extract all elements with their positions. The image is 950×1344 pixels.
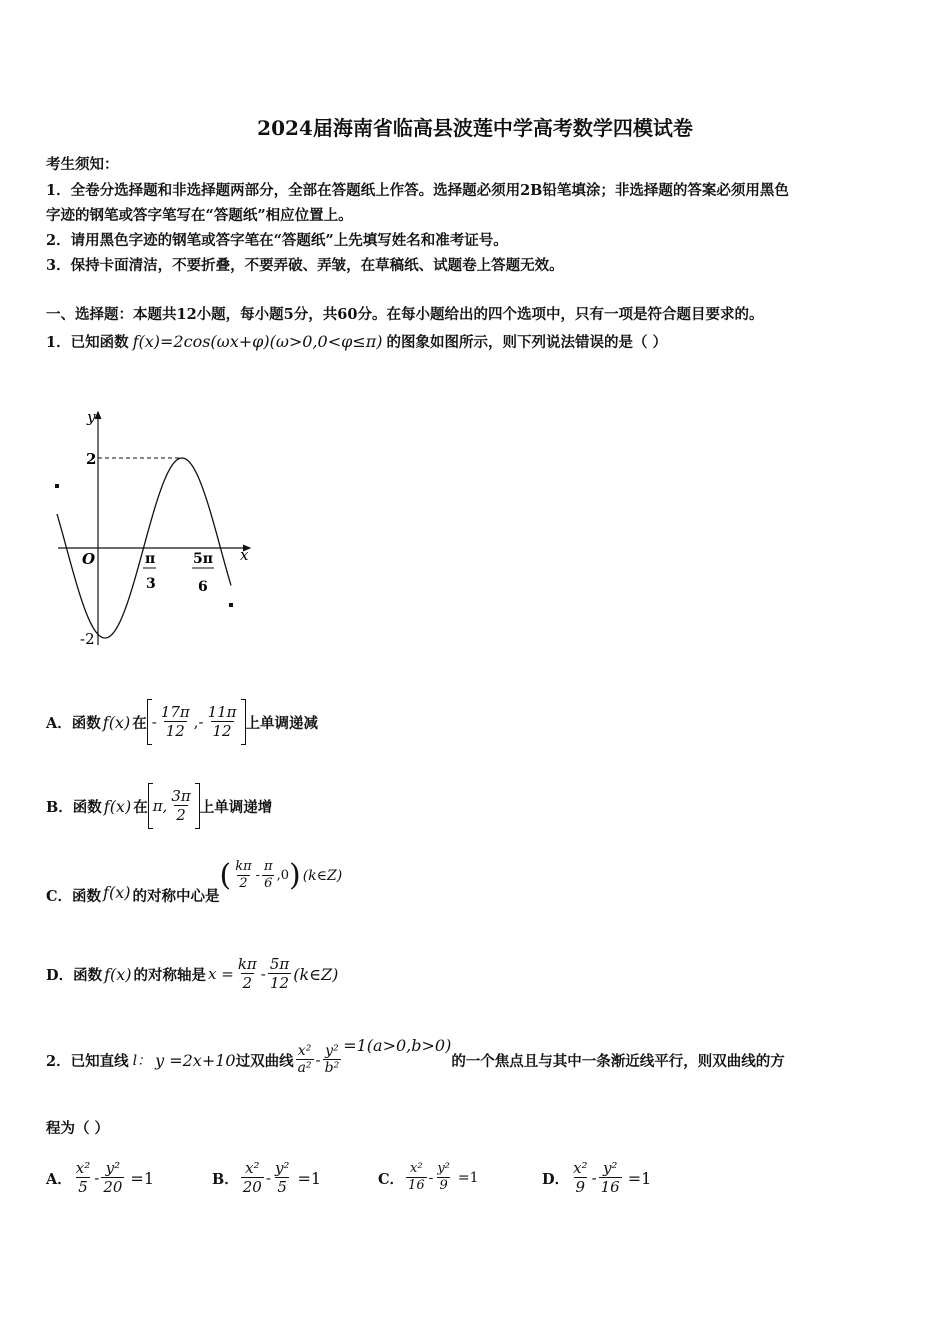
option-d-pre: 函数 [73,966,103,984]
option-a-post: 上单调递减 [245,714,319,732]
q2-hx: x² [297,1043,312,1060]
y-max-label: 2 [86,450,97,468]
option-d-fx: f(x) [104,964,132,984]
left-endpoint [55,484,59,488]
q2-c-d1: 16 [408,1178,425,1194]
q2-option-d[interactable]: D． $\frac{\text{x²}}{9}$ - $\frac{\text{y²}}{16}$ =1 [542,1158,652,1197]
q2-c-eq: =1 [457,1170,479,1186]
option-a-n1: 17π [160,702,190,721]
option-a-d2: 12 [212,722,232,741]
option-a-n2: 11π [207,702,237,721]
option-a-pre: 函数 [71,714,101,732]
option-c-d1: 2 [239,875,248,891]
q2-c-n1: x² [410,1161,423,1177]
option-b-fx: f(x) [103,796,132,816]
option-d-mid: 的对称轴是 [133,966,207,984]
option-d-cond: (k∈Z) [293,964,339,984]
q2-b-eq: =1 [297,1168,322,1188]
q1-option-d[interactable]: D． 函数 f(x) 的对称轴是 x = $\frac{k\pi}{2}$ - $\frac{5\pi}{12}$ (k∈Z) [46,954,339,993]
question-2-stem: 2．已知直线 l： y =2x+10 过双曲线 $\frac{\text{x²}}{\text{a²}}$ - $\frac{\text{y²}}{\text{b²}}$ =1(a>0,b>0) 的一个焦点且与其中一条渐近线平行，则双曲线的方 [46,1036,785,1077]
q2-hy: y² [325,1043,339,1060]
option-d-n1: kπ [237,954,257,973]
q2-prefix: 2．已知直线 [46,1052,129,1070]
q2-d-d1: 9 [575,1178,586,1197]
cosine-graph [40,400,270,660]
option-b-label: B． [46,798,73,816]
q2-a-n2: y² [105,1158,121,1177]
q1-option-a[interactable]: A． 函数 f(x) 在 - $\frac{17\pi}{12}$ ,- $\frac{11\pi}{12}$ 上单调递减 [46,694,318,750]
q2-option-d-label: D． [542,1170,570,1188]
option-b-pre: 函数 [72,798,102,816]
option-d-n2: 5π [269,954,290,973]
q2-b-d1: 20 [242,1178,262,1197]
option-c-pre: 函数 [72,887,102,905]
option-a-fx: f(x) [102,712,131,732]
q1-prefix: 1．已知函数 [46,333,129,351]
tick2-num: 5π [193,551,213,567]
q2-a-d1: 5 [78,1178,88,1197]
q2-options [46,1150,926,1206]
q1-suffix: 的图象如图所示，则下列说法错误的是（ ） [386,333,668,351]
option-b-post: 上单调递增 [199,798,273,816]
y-axis-label: y [87,408,96,426]
q1-formula: f(x)=2cos(ωx+φ)(ω>0,0<φ≤π) [132,331,383,351]
question-1-stem [46,326,667,356]
q2-a-n1: x² [75,1158,91,1177]
option-b-mid: 在 [133,798,148,816]
q2-option-a-label: A． [46,1170,72,1188]
q2-d-n1: x² [573,1158,588,1177]
q2-d-n2: y² [602,1158,618,1177]
notice-item-2: 2．请用黑色字迹的钢笔或答字笔在“答题纸”上先填写姓名和准考证号。 [46,232,508,249]
q2-hb: b² [324,1060,340,1077]
q2-mid: 过双曲线 [235,1052,294,1070]
option-c-label: C． [46,887,73,905]
q2-c-d2: 9 [439,1178,448,1194]
q2-a-eq: =1 [130,1168,155,1188]
option-c-d2: 6 [264,875,273,891]
q1-option-b[interactable] [46,778,272,834]
q2-cond: =1(a>0,b>0) [343,1036,452,1055]
q2-line-name: l： [132,1053,152,1069]
notice-item-3: 3．保持卡面清洁，不要折叠，不要弄破、弄皱，在草稿纸、试题卷上答题无效。 [46,257,564,274]
option-a-d1: 12 [165,722,185,741]
q2-d-d2: 16 [600,1178,620,1197]
q2-option-b-label: B． [212,1170,239,1188]
option-a-mid: 在 [132,714,147,732]
y-min-label: -2 [80,630,95,648]
tick2-den: 6 [198,579,208,595]
option-b-d: 2 [176,806,186,825]
option-d-x: x = [208,965,234,983]
option-a-label: A． [46,714,72,732]
option-d-label: D． [46,966,74,984]
option-c-mid: 的对称中心是 [132,887,220,905]
q2-option-a[interactable]: A． $\frac{\text{x²}}{5}$ - $\frac{\text{y²}}{20}$ =1 [46,1158,155,1197]
option-c-n2: π [264,858,273,874]
tick1-den: 3 [146,576,156,592]
x-axis-label: x [240,546,249,564]
notice-item-1: 1．全卷分选择题和非选择题两部分，全部在答题纸上作答。选择题必须用2B铅笔填涂；非选择题的答案必须用黑色 [46,182,789,199]
q2-c-n2: y² [437,1161,450,1177]
q2-ha: a² [297,1060,312,1077]
q2-b-n2: y² [274,1158,290,1177]
tick1-num: π [145,551,156,567]
section-heading: 一、选择题：本题共12小题，每小题5分，共60分。在每小题给出的四个选项中，只有一项是符合题目要求的。 [46,306,764,323]
q2-option-c[interactable]: C． $\frac{\text{x²}}{16}$ - $\frac{\text{y²}}{9}$ =1 [378,1161,479,1194]
option-d-d1: 2 [242,974,253,993]
q2-b-d2: 5 [277,1178,287,1197]
page-title: 2024届海南省临高县波莲中学高考数学四模试卷 [257,116,693,140]
option-c-center: ( $\frac{k\pi}{2}$ - $\frac{\pi}{6}$ ,0 ) (k∈Z) [219,858,343,893]
q2-line-eq: y =2x+10 [155,1050,236,1070]
q2-option-c-label: C． [378,1170,405,1188]
q2-option-b[interactable]: B． $\frac{\text{x²}}{20}$ - $\frac{\text{y²}}{5}$ =1 [212,1158,322,1197]
notice-heading: 考生须知： [46,156,119,173]
q2-d-eq: =1 [627,1168,652,1188]
q2-a-d2: 20 [103,1178,123,1197]
q2-suffix: 的一个焦点且与其中一条渐近线平行，则双曲线的方 [451,1052,785,1070]
option-c-tail: ,0 [276,868,289,883]
notice-item-1-cont: 字迹的钢笔或答字笔写在“答题纸”相应位置上。 [46,207,353,224]
q2-b-n1: x² [245,1158,260,1177]
q2-stem-line2: 程为（ ） [46,1120,110,1137]
option-b-a: π, [152,797,168,815]
right-endpoint [229,603,233,607]
origin-label: O [82,550,96,568]
option-c-n1: kπ [235,858,252,874]
option-c-cond: (k∈Z) [302,867,343,884]
option-c-fx: f(x) [103,882,131,902]
option-d-d2: 12 [270,974,290,993]
q1-option-c[interactable] [46,858,342,914]
option-b-n: 3π [171,786,191,805]
